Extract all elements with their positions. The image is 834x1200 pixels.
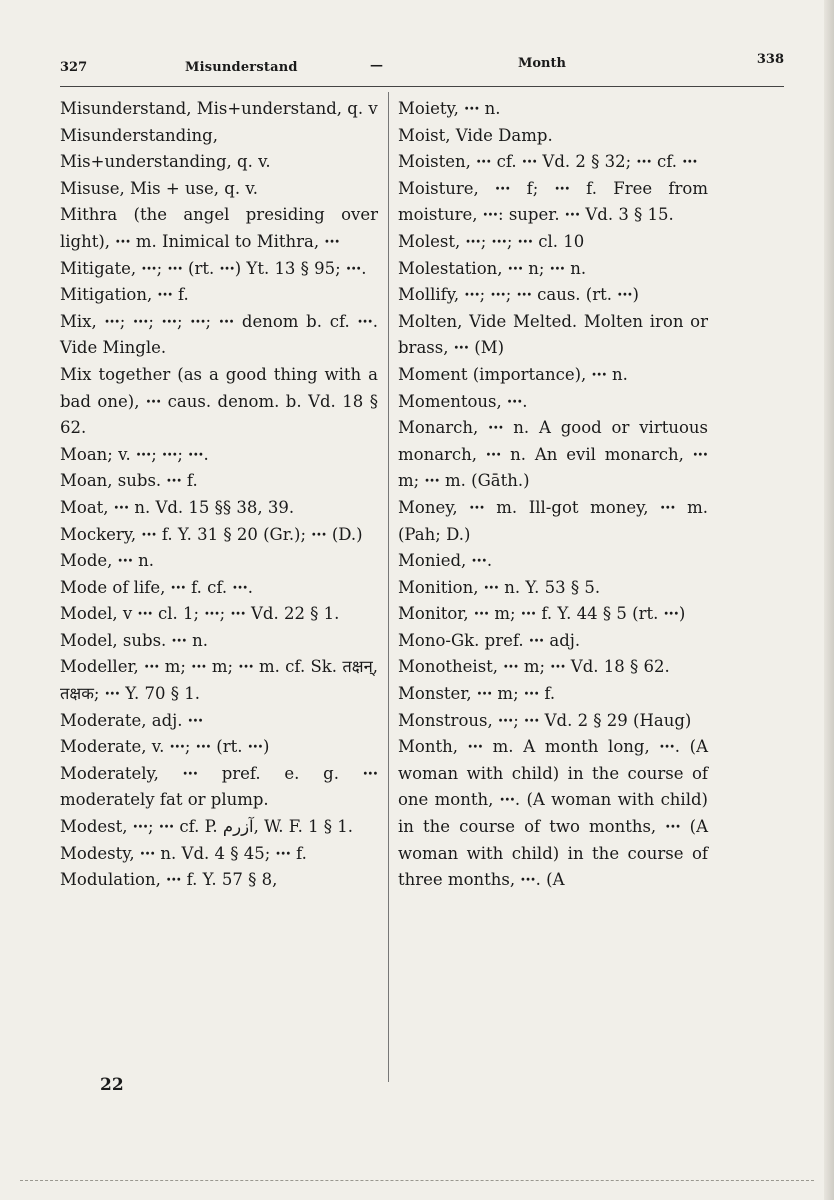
entry: Modulation, ꞏꞏꞏ f. Y. 57 § 8, [60, 870, 278, 890]
entry: Moan, subs. ꞏꞏꞏ f. [60, 471, 198, 491]
entry: Monied, ꞏꞏꞏ. [398, 551, 493, 571]
signature-number: 22 [100, 1075, 124, 1095]
entry: Moisture, ꞏꞏꞏ f; ꞏꞏꞏ f. Free from moisture, ꞏꞏꞏ: super. ꞏꞏꞏ Vd. 3 § 15. [398, 178, 708, 225]
entry: Misuse, Mis + use, q. v. [60, 178, 258, 198]
entry: Modest, ꞏꞏꞏ; ꞏꞏꞏ cf. P. آزرم, W. F. 1 § 1. [60, 817, 354, 837]
entry: Mitigation, ꞏꞏꞏ f. [60, 285, 189, 305]
entry: Mockery, ꞏꞏꞏ f. Y. 31 § 20 (Gr.); ꞏꞏꞏ (D.) [60, 524, 363, 544]
entry: Moment (importance), ꞏꞏꞏ n. [398, 364, 628, 384]
scan-edge [824, 0, 834, 1200]
right-column [398, 96, 708, 894]
page-number-right: 338 [756, 52, 784, 67]
entry: Mitigate, ꞏꞏꞏ; ꞏꞏꞏ (rt. ꞏꞏꞏ) Yt. 13 § 95; ꞏꞏꞏ. [60, 258, 367, 278]
entry: Monition, ꞏꞏꞏ n. Y. 53 § 5. [398, 577, 601, 597]
entry: Mix together (as a good thing with a bad one), ꞏꞏꞏ caus. denom. b. Vd. 18 § 62. [60, 364, 378, 438]
scan-bottom-edge [20, 1180, 814, 1181]
guide-word-left: Misunderstand [185, 60, 298, 75]
entry: Mix, ꞏꞏꞏ; ꞏꞏꞏ; ꞏꞏꞏ; ꞏꞏꞏ; ꞏꞏꞏ denom b. cf. ꞏꞏꞏ. Vide Mingle. [60, 311, 378, 358]
entry: Modesty, ꞏꞏꞏ n. Vd. 4 § 45; ꞏꞏꞏ f. [60, 843, 307, 863]
entry: Modeller, ꞏꞏꞏ m; ꞏꞏꞏ m; ꞏꞏꞏ m. cf. Sk. तक्षन्, तक्षक; ꞏꞏꞏ Y. 70 § 1. [60, 657, 378, 704]
entry: Month, ꞏꞏꞏ m. A month long, ꞏꞏꞏ. (A woman with child) in the course of one month, ꞏꞏꞏ. (A woman with child) in the course of two months, ꞏꞏꞏ (A woman with child) in the course of three months, ꞏꞏꞏ. (A [398, 737, 708, 890]
entry: Molestation, ꞏꞏꞏ n; ꞏꞏꞏ n. [398, 258, 587, 278]
guide-word-right: Month [518, 56, 566, 71]
entry: Mithra (the angel presiding over light), ꞏꞏꞏ m. Inimical to Mithra, ꞏꞏꞏ [60, 205, 378, 251]
entry: Moderate, v. ꞏꞏꞏ; ꞏꞏꞏ (rt. ꞏꞏꞏ) [60, 737, 270, 757]
page-number-left: 327 [60, 60, 88, 75]
entry: Momentous, ꞏꞏꞏ. [398, 391, 528, 411]
entry: Mode of life, ꞏꞏꞏ f. cf. ꞏꞏꞏ. [60, 577, 253, 597]
entry: Misunderstand, Mis+understand, q. v [60, 99, 378, 118]
header-separator: — [370, 58, 383, 73]
entry: Moderately, ꞏꞏꞏ pref. e. g. ꞏꞏꞏ moderately fat or plump. [60, 763, 378, 810]
entry: Misunderstanding, Mis+understanding, q. v. [60, 125, 271, 172]
entry: Monitor, ꞏꞏꞏ m; ꞏꞏꞏ f. Y. 44 § 5 (rt. ꞏꞏꞏ) [398, 604, 686, 624]
entry: Model, subs. ꞏꞏꞏ n. [60, 630, 208, 650]
entry: Moiety, ꞏꞏꞏ n. [398, 99, 501, 118]
entry: Mono-Gk. pref. ꞏꞏꞏ adj. [398, 630, 581, 650]
entry: Molest, ꞏꞏꞏ; ꞏꞏꞏ; ꞏꞏꞏ cl. 10 [398, 231, 585, 251]
entry: Monotheist, ꞏꞏꞏ m; ꞏꞏꞏ Vd. 18 § 62. [398, 657, 670, 677]
entry: Monstrous, ꞏꞏꞏ; ꞏꞏꞏ Vd. 2 § 29 (Haug) [398, 710, 692, 730]
entry: Moderate, adj. ꞏꞏꞏ [60, 710, 204, 730]
entry: Molten, Vide Melted. Molten iron or brass, ꞏꞏꞏ (M) [398, 311, 708, 358]
entry: Moan; v. ꞏꞏꞏ; ꞏꞏꞏ; ꞏꞏꞏ. [60, 444, 209, 464]
entry: Mode, ꞏꞏꞏ n. [60, 551, 155, 571]
entry: Moisten, ꞏꞏꞏ cf. ꞏꞏꞏ Vd. 2 § 32; ꞏꞏꞏ cf. ꞏꞏꞏ [398, 152, 698, 172]
column-divider [388, 92, 389, 1082]
page-header [60, 50, 784, 86]
header-rule [60, 86, 784, 87]
entry: Money, ꞏꞏꞏ m. Ill-got money, ꞏꞏꞏ m. (Pah; D.) [398, 497, 708, 544]
entry: Mollify, ꞏꞏꞏ; ꞏꞏꞏ; ꞏꞏꞏ caus. (rt. ꞏꞏꞏ) [398, 285, 639, 305]
entry: Monarch, ꞏꞏꞏ n. A good or virtuous monarch, ꞏꞏꞏ n. An evil monarch, ꞏꞏꞏ m; ꞏꞏꞏ m. (Gāth.) [398, 418, 708, 491]
left-column [60, 96, 378, 894]
entry: Model, v ꞏꞏꞏ cl. 1; ꞏꞏꞏ; ꞏꞏꞏ Vd. 22 § 1. [60, 604, 340, 624]
entry: Moat, ꞏꞏꞏ n. Vd. 15 §§ 38, 39. [60, 497, 295, 517]
entry: Moist, Vide Damp. [398, 125, 553, 145]
entry: Monster, ꞏꞏꞏ m; ꞏꞏꞏ f. [398, 684, 556, 704]
